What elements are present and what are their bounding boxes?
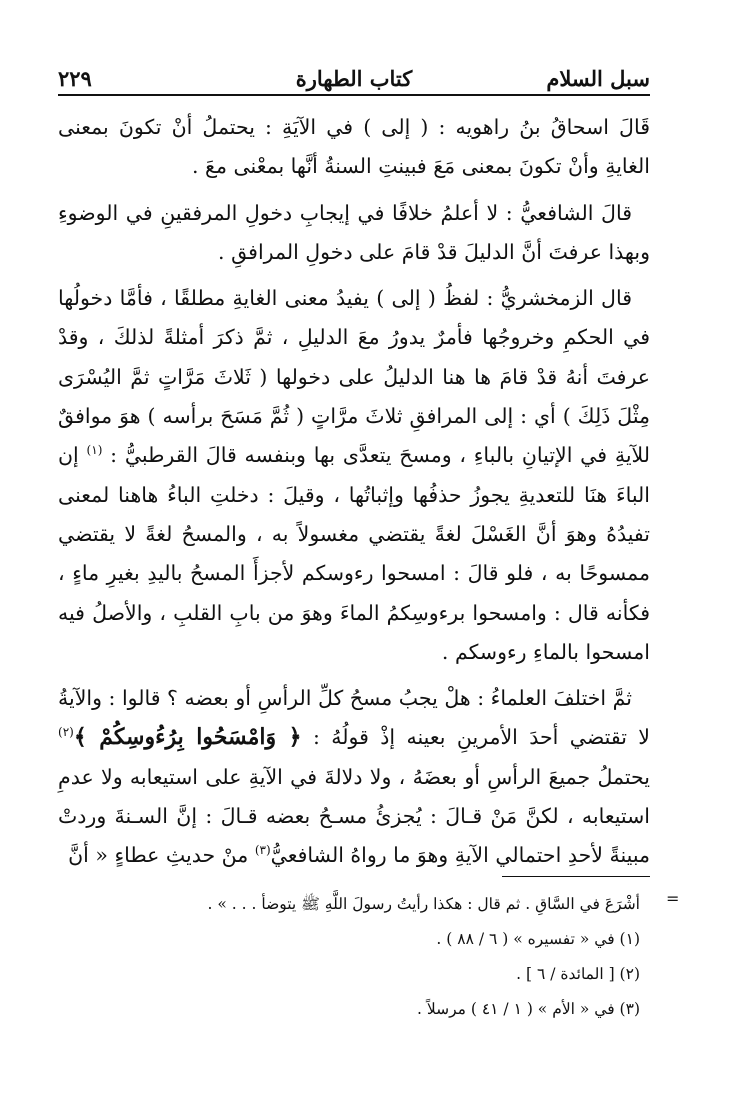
paragraph-zamakhshari-part2: إن الباءَ هنَا للتعديةِ يجوزُ حذفُها وإثباتُها ، وقيلَ : دخلتِ الباءُ هاهنا لمعنى تفيدُهُ وهوَ أنَّ الغَسْلَ لغةً يقتضي مغسولاً به ، والمسحُ لغةً لا يقتضي ممسوحًا به ، فلو قالَ : امسحوا رءوسكم لأجزأَ المسحُ باليدِ بغيرِ ماءٍ ، فكأنه قال : وامسحوا برءوسِكمُ الماءَ وهوَ من بابِ القلبِ ، والأصلُ فيه امسحوا بالماءِ رءوسكم . <box>58 443 650 664</box>
footnote-ref-3: (٣) <box>254 843 271 858</box>
paragraph-zamakhshari <box>58 279 650 672</box>
paragraph-ulama <box>58 679 650 875</box>
footnote-1: (١) في « تفسيره » ( ٦ / ٨٨ ) . <box>436 930 640 948</box>
paragraph-ulama-part3: منْ حديثِ عطاءٍ « أنَّ <box>68 843 249 868</box>
page-number: ٢٢٩ <box>58 66 92 91</box>
footnotes <box>80 887 640 1027</box>
footnote-continuation: أشْرَعَ في السَّاقِ . ثم قال : هكذا رأيتُ رسولَ اللَّهِ ﷺ يتوضأ . . . » . <box>207 895 640 913</box>
paragraph-shafii: قالَ الشافعيُّ : لا أعلمُ خلافًا في إيجابِ دخولِ المرفقينِ في الوضوءِ وبهذا عرفتَ أنَّ الدليلَ قدْ قامَ على دخولِ المرافقِ . <box>58 200 650 264</box>
footnote-ref-1: (١) <box>86 443 103 458</box>
footnote-continuation-mark: = <box>666 889 680 908</box>
chapter-title: كتاب الطهارة <box>295 66 413 91</box>
main-text <box>58 108 650 883</box>
running-header <box>58 58 650 92</box>
header-rule <box>58 94 650 96</box>
quran-verse: ﴿ وَامْسَحُوا بِرُءُوسِكُمْ ﴾ <box>73 724 302 751</box>
footnote-rule <box>502 876 650 877</box>
paragraph-zamakhshari-part1: قال الزمخشريُّ : لفظُ ( إلى ) يفيدُ معنى الغايةِ مطلقًا ، فأمَّا دخولُها في الحكمِ وخروجُها فأمرٌ يدورُ معَ الدليلِ ، ثمَّ ذكرَ أمثلةً لذلكَ ، وقدْ عرفتَ أنهُ قدْ قامَ ها هنا الدليلُ على دخولها ( ثَلاثَ مَرَّاتٍ ثمَّ اليُسْرَى مِثْلَ ذَلِكَ ) أي : إلى المرافقِ ثلاثَ مرَّاتٍ ( ثُمَّ مَسَحَ برأسه ) هوَ موافقٌ للآيةِ في الإتيانِ بالباءِ ، ومسحَ يتعدَّى بها وبنفسه قالَ القرطبيُّ : <box>58 286 650 468</box>
paragraph-ulama-part1: ثمَّ اختلفَ العلماءُ : هلْ يجبُ مسحُ كلِّ الرأسِ أو بعضه ؟ قالوا : والآيةُ لا تقتضي أحدَ الأمرينِ بعينه إذْ قولُهُ : <box>58 686 650 750</box>
book-title: سبل السلام <box>546 66 650 91</box>
footnote-ref-2: (٢) <box>58 725 74 740</box>
paragraph-ulama-part2: يحتملُ جميعَ الرأسِ أو بعضَهُ ، ولا دلالةَ في الآيةِ على استيعابه ولا عدمِ استيعابه ، لكنَّ مَنْ قـالَ : يُجزئُ مسـحُ بعضه قـالَ : إنَّ السـنةَ وردتْ مبينةً لأحدِ احتمالي الآيةِ وهوَ ما رواهُ الشافعيُّ <box>58 764 650 868</box>
footnote-2: (٢) [ المائدة / ٦ ] . <box>516 965 640 983</box>
paragraph-ishaq: قَالَ اسحاقُ بنُ راهويه : ( إلى ) في الآيَةِ : يحتملُ أنْ تكونَ بمعنى الغايةِ وأنْ تكونَ بمعنى مَعَ فبينتِ السنةُ أنَّها بمعْنى معَ . <box>58 115 650 179</box>
footnote-3: (٣) في « الأم » ( ١ / ٤١ ) مرسلاً . <box>416 1000 640 1018</box>
